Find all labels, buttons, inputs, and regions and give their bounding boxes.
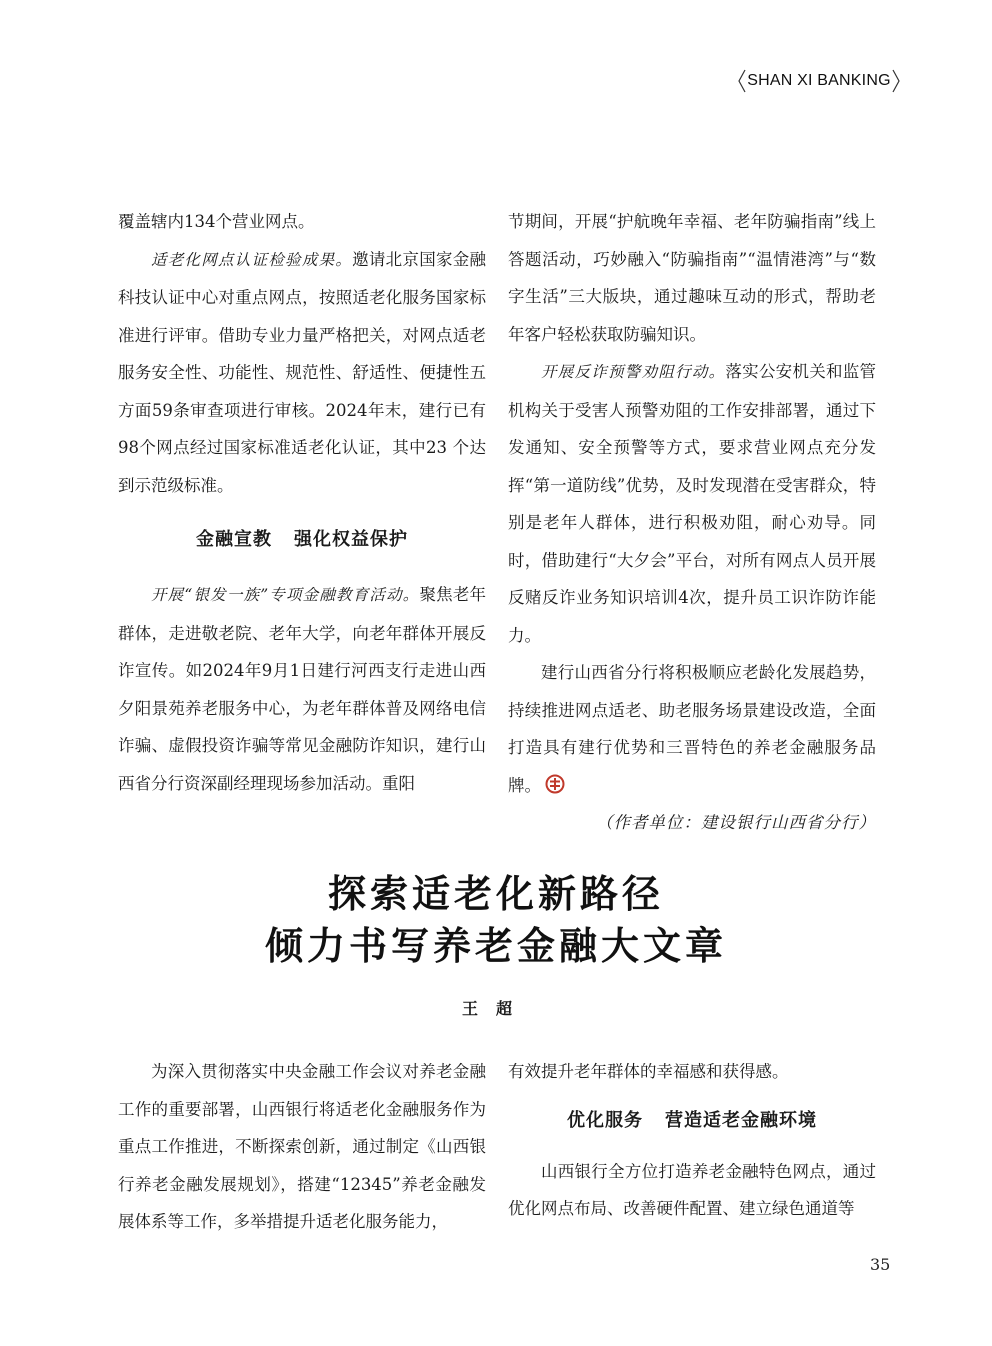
article-title-line-1: 探索适老化新路径 [327,871,664,916]
paragraph: 覆盖辖内134个营业网点。 [118,212,315,231]
paragraph-body: 建行山西省分行将积极顺应老龄化发展趋势，持续推进网点适老、助老服务场景建设改造，全面打造具有建行优势和三晋特色的养老金融服务品牌。 [508,663,876,795]
paragraph-lead: 开展“银发一族”专项金融教育活动。 [151,586,420,604]
paragraph-lead: 适老化网点认证检验成果。 [151,250,353,269]
paragraph-body: 聚焦老年群体，走进敬老院、老年大学，向老年群体开展反诈宣传。如2024年9月1日建行河西支行走进山西夕阳景苑养老服务中心，为老年群体普及网络电信诈骗、虚假投资诈骗等常见金融防诈知识，建行山西省分行资深副经理现场参加活动。重阳 [118,585,486,793]
paragraph [118,241,486,505]
paragraph: 节期间，开展“护航晚年幸福、老年防骗指南”线上答题活动，巧妙融入“防骗指南”“温情港湾”与“数字生活”三大版块，通过趣味互动的形式，帮助老年客户轻松获取防骗知识。 [508,212,876,344]
paragraph-body: 邀请北京国家金融科技认证中心对重点网点，按照适老化服务国家标准进行评审。借助专业力量严格把关，对网点适老服务安全性、功能性、规范性、舒适性、便捷性五方面59条审查项进行审核。2024年末，建行已有98个网点经过国家标准适老化认证，其中23 个达到示范级标准。 [118,249,486,495]
subheading-part: 优化服务 [567,1109,643,1131]
article-left-column [118,1053,486,1241]
subheading [508,1097,876,1145]
magazine-end-mark-icon [545,774,565,794]
section-tag [738,68,900,94]
author-affiliation: （作者单位：建设银行山西省分行） [596,813,876,832]
article-author: 王超 [461,999,530,1018]
prev-article-right-column [508,203,876,842]
paragraph: 为深入贯彻落实中央金融工作会议对养老金融工作的重要部署，山西银行将适老化金融服务作为重点工作推进，不断探索创新，通过制定《山西银行养老金融发展规划》，搭建“12345”养老金融发展体系等工作，多举措提升适老化服务能力， [118,1062,486,1231]
paragraph [118,576,486,802]
paragraph [508,353,876,654]
page-number: 35 [870,1255,891,1274]
bracket-left-icon [738,69,746,93]
paragraph: 有效提升老年群体的幸福感和获得感。 [508,1062,789,1081]
subheading-part: 金融宣教 [196,529,272,550]
bracket-right-icon [892,69,900,93]
section-tag-text: SHAN XI BANKING [747,72,891,89]
subheading [118,516,486,564]
subheading-part: 强化权益保护 [294,529,408,550]
paragraph: 山西银行全方位打造养老金融特色网点，通过优化网点布局、改善硬件配置、建立绿色通道等 [508,1161,876,1218]
paragraph [508,654,876,832]
paragraph-body: 落实公安机关和监管机构关于受害人预警劝阻的工作安排部署，通过下发通知、安全预警等方式，要求营业网点充分发挥“第一道防线”优势，及时发现潜在受害群众，特别是老年人群体，进行积极劝阻，耐心劝导。同时，借助建行“大夕会”平台，对所有网点人员开展反赌反诈业务知识培训4次，提升员工识诈防诈能力。 [508,362,876,645]
article-right-column [508,1053,876,1228]
paragraph-lead: 开展反诈预警劝阻行动。 [541,363,726,381]
subheading-part: 营造适老金融环境 [665,1109,817,1131]
prev-article-left-column [118,203,486,802]
article-title-line-2: 倾力书写养老金融大文章 [264,923,727,968]
